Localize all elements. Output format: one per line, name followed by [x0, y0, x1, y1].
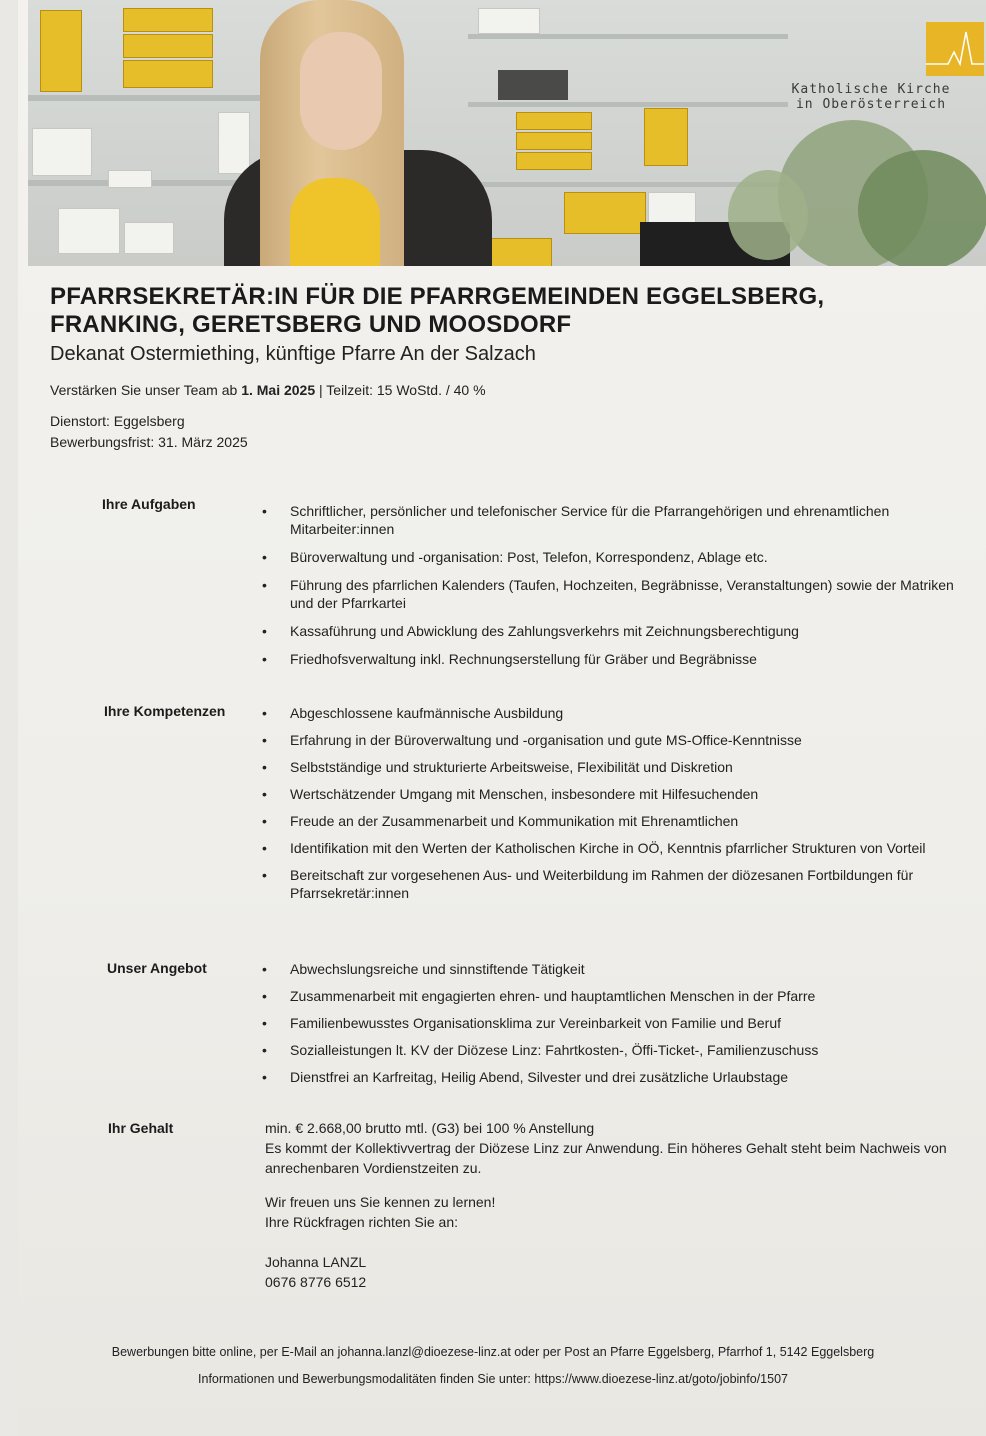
- list-item: • Büroverwaltung und -organisation: Post, Telefon, Korrespondenz, Ablage etc.: [262, 549, 768, 565]
- intro-line: [50, 382, 486, 398]
- bullet-icon: •: [262, 577, 267, 593]
- kompetenzen-list: [262, 704, 962, 902]
- bullet-icon: •: [262, 1015, 267, 1031]
- list-item: • Zusammenarbeit mit engagierten ehren- und hauptamtlichen Menschen in der Pfarre: [262, 988, 816, 1004]
- list-item: • Bereitschaft zur vorgesehenen Aus- und Weiterbildung im Rahmen der diözesanen Fortbildungen für Pfarrsekretär:innen: [262, 867, 914, 901]
- list-item: • Familienbewusstes Organisationsklima zur Vereinbarkeit von Familie und Beruf: [262, 1015, 781, 1031]
- intro-suffix: | Teilzeit: 15 WoStd. / 40 %: [315, 382, 486, 398]
- section-label-angebot: Unser Angebot: [107, 960, 207, 976]
- bullet-icon: •: [262, 988, 267, 1004]
- start-date: 1. Mai 2025: [241, 382, 316, 398]
- bullet-icon: •: [262, 786, 267, 802]
- info-link: Informationen und Bewerbungsmodalitäten finden Sie unter: https://www.dioezese-linz.at/goto/jobinfo/1507: [198, 1372, 788, 1386]
- contact-name: Johanna LANZL: [265, 1254, 367, 1270]
- list-item: • Wertschätzender Umgang mit Menschen, insbesondere mit Hilfesuchenden: [262, 786, 759, 802]
- bullet-icon: •: [262, 1042, 267, 1058]
- bullet-icon: •: [262, 549, 267, 565]
- bullet-icon: •: [262, 705, 267, 721]
- bullet-icon: •: [262, 651, 267, 667]
- list-item: • Selbstständige und strukturierte Arbeitsweise, Flexibilität und Diskretion: [262, 759, 733, 775]
- list-item: • Identifikation mit den Werten der Katholischen Kirche in OÖ, Kenntnis pfarrlicher Strukturen von Vorteil: [262, 840, 926, 856]
- job-subtitle: Dekanat Ostermiething, künftige Pfarre An der Salzach: [50, 343, 536, 365]
- bullet-icon: •: [262, 961, 267, 977]
- work-location: Dienstort: Eggelsberg: [50, 413, 185, 429]
- application-instructions: Bewerbungen bitte online, per E-Mail an johanna.lanzl@dioezese-linz.at oder per Post an Pfarre Eggelsberg, Pfarrhof 1, 5142 Eggelsberg: [111, 1345, 875, 1359]
- bullet-icon: •: [262, 503, 267, 519]
- section-label-gehalt: Ihr Gehalt: [108, 1120, 174, 1136]
- list-item: • Führung des pfarrlichen Kalenders (Taufen, Hochzeiten, Begräbnisse, Veranstaltungen) sowie der Matriken und der Pfarrkartei: [262, 577, 954, 611]
- job-title-line1: PFARRSEKRETÄR:IN FÜR DIE PFARRGEMEINDEN EGGELSBERG,: [50, 283, 825, 310]
- contact-phone: 0676 8776 6512: [265, 1274, 367, 1290]
- job-title: [50, 283, 950, 339]
- contact-intro: Ihre Rückfragen richten Sie an:: [265, 1214, 458, 1230]
- bullet-icon: •: [262, 867, 267, 883]
- salary-note: Es kommt der Kollektivvertrag der Diözese Linz zur Anwendung. Ein höheres Gehalt steht beim Nachweis von anrechenbaren Vordienstzeiten zu.: [265, 1140, 947, 1176]
- list-item: • Kassaführung und Abwicklung des Zahlungsverkehrs mit Zeichnungsberechtigung: [262, 623, 799, 639]
- greeting-line: Wir freuen uns Sie kennen zu lernen!: [265, 1194, 496, 1210]
- list-item: • Schriftlicher, persönlicher und telefonischer Service für die Pfarrangehörigen und ehrenamtlichen Mitarbeiter:innen: [262, 503, 890, 537]
- bullet-icon: •: [262, 623, 267, 639]
- church-logo-icon: [926, 22, 984, 76]
- bullet-icon: •: [262, 1069, 267, 1085]
- application-deadline: Bewerbungsfrist: 31. März 2025: [50, 434, 248, 450]
- bullet-icon: •: [262, 813, 267, 829]
- organization-name-line1: Katholische Kirche: [791, 82, 951, 97]
- section-label-kompetenzen: Ihre Kompetenzen: [104, 703, 226, 719]
- header-photo: [28, 0, 986, 266]
- list-item: • Sozialleistungen lt. KV der Diözese Linz: Fahrtkosten-, Öffi-Ticket-, Familienzuschuss: [262, 1042, 819, 1058]
- bullet-icon: •: [262, 840, 267, 856]
- aufgaben-list: [262, 502, 962, 668]
- intro-prefix: Verstärken Sie unser Team ab: [50, 382, 242, 398]
- angebot-list: [262, 960, 962, 1086]
- list-item: • Abwechslungsreiche und sinnstiftende Tätigkeit: [262, 961, 585, 977]
- bullet-icon: •: [262, 759, 267, 775]
- list-item: • Friedhofsverwaltung inkl. Rechnungserstellung für Gräber und Begräbnisse: [262, 651, 757, 667]
- list-item: • Erfahrung in der Büroverwaltung und -organisation und gute MS-Office-Kenntnisse: [262, 732, 802, 748]
- organization-name-line2: in Oberösterreich: [795, 97, 947, 112]
- list-item: • Abgeschlossene kaufmännische Ausbildung: [262, 705, 564, 721]
- list-item: • Freude an der Zusammenarbeit und Kommunikation mit Ehrenamtlichen: [262, 813, 739, 829]
- salary-amount: min. € 2.668,00 brutto mtl. (G3) bei 100 % Anstellung: [265, 1120, 595, 1136]
- bullet-icon: •: [262, 732, 267, 748]
- list-item: • Dienstfrei an Karfreitag, Heilig Abend, Silvester und drei zusätzliche Urlaubstage: [262, 1069, 789, 1085]
- job-title-line2: FRANKING, GERETSBERG UND MOOSDORF: [50, 311, 572, 338]
- section-label-aufgaben: Ihre Aufgaben: [102, 496, 196, 512]
- organization-name: [756, 82, 986, 112]
